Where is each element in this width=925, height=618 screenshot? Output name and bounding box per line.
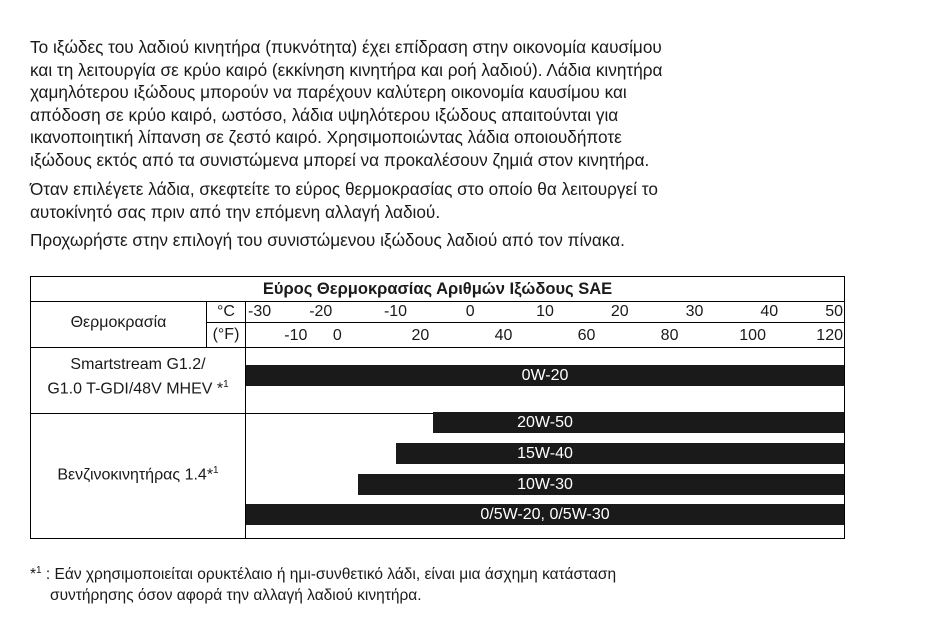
- celsius-tick: -20: [309, 303, 333, 320]
- engine-label-petrol-14: Βενζινοκινητήρας 1.4*$^1$: [57, 465, 219, 484]
- fahrenheit-unit: (°F): [212, 326, 240, 343]
- celsius-tick: 0: [465, 303, 475, 320]
- celsius-tick: -30: [248, 303, 272, 320]
- selection-line: Όταν επιλέγετε λάδια, σκεφτείτε το εύρος θερμοκρασίας στο οποίο θα λειτουργεί το: [30, 179, 658, 199]
- intro-line: απόδοση σε κρύο καιρό, ωστόσο, λάδια υψηλότερου ιξώδους απαιτούνται για: [30, 104, 619, 125]
- celsius-tick: 10: [536, 303, 554, 320]
- temperature-label: Θερμοκρασία: [70, 314, 167, 331]
- celsius-tick: 30: [685, 303, 704, 320]
- celsius-unit: °C: [217, 303, 235, 320]
- intro-paragraph: [30, 36, 860, 171]
- selection-line: αυτοκίνητό σας πριν από την επόμενη αλλαγή λαδιού.: [30, 201, 441, 222]
- viscosity-grade-label: 10W-30: [517, 476, 573, 493]
- intro-line: Το ιξώδες του λαδιού κινητήρα (πυκνότητα) έχει επίδραση στην οικονομία καυσίμου: [30, 37, 662, 57]
- viscosity-grade-label: 0W-20: [521, 367, 569, 384]
- fahrenheit-tick: -10: [284, 327, 308, 344]
- viscosity-bar: [246, 504, 844, 525]
- viscosity-bar: [433, 412, 844, 433]
- celsius-tick: 20: [610, 303, 629, 320]
- footnote: *$^1$ : Εάν χρησιμοποιείται ορυκτέλαιο ή ημι-συνθετικό λάδι, είναι μια άσχημη κατάσταση συντήρησης όσον αφορά την αλλαγή λαδιού κινητήρα.: [30, 565, 617, 605]
- viscosity-bar: [396, 443, 845, 464]
- fahrenheit-tick: 0: [332, 327, 342, 344]
- viscosity-table: [30, 276, 845, 539]
- table-title: Εύρος Θερμοκρασίας Αριθμών Ιξώδους SAE: [31, 277, 844, 302]
- fahrenheit-tick: 20: [411, 327, 430, 344]
- viscosity-grade-label: 15W-40: [517, 445, 573, 462]
- fahrenheit-tick: 60: [577, 327, 596, 344]
- fahrenheit-tick: 40: [494, 327, 513, 344]
- selection-paragraph: [30, 178, 860, 223]
- instruction-paragraph: Προχωρήστε στην επιλογή του συνιστώμενου ιξώδους λαδιού από τον πίνακα.: [30, 230, 625, 250]
- viscosity-bar: [246, 365, 844, 386]
- fahrenheit-tick: 80: [660, 327, 679, 344]
- viscosity-bar: [358, 474, 844, 495]
- fahrenheit-tick: 100: [739, 327, 766, 344]
- engine-label-smartstream: Smartstream G1.2/ G1.0 T-GDI/48V MHEV *$^1$: [47, 356, 229, 398]
- celsius-tick: -10: [383, 303, 408, 320]
- intro-line: ιξώδους εκτός από τα συνιστώμενα μπορεί να προκαλέσουν ζημιά στον κινητήρα.: [30, 149, 650, 170]
- intro-line: χαμηλότερου ιξώδους μπορούν να παρέχουν καλύτερη οικονομία καυσίμου και: [30, 82, 627, 102]
- intro-line: και τη λειτουργία σε κρύο καιρό (εκκίνηση κινητήρα και ροή λαδιού). Λάδια κινητήρα: [30, 59, 663, 80]
- intro-line: ικανοποιητική λίπανση σε ζεστό καιρό. Χρησιμοποιώντας λάδια οποιουδήποτε: [30, 127, 622, 147]
- celsius-tick: 50: [825, 303, 843, 320]
- viscosity-grade-label: 0/5W-20, 0/5W-30: [480, 506, 610, 523]
- celsius-tick: 40: [760, 303, 779, 320]
- fahrenheit-tick: 120: [816, 327, 843, 344]
- viscosity-grade-label: 20W-50: [517, 414, 573, 431]
